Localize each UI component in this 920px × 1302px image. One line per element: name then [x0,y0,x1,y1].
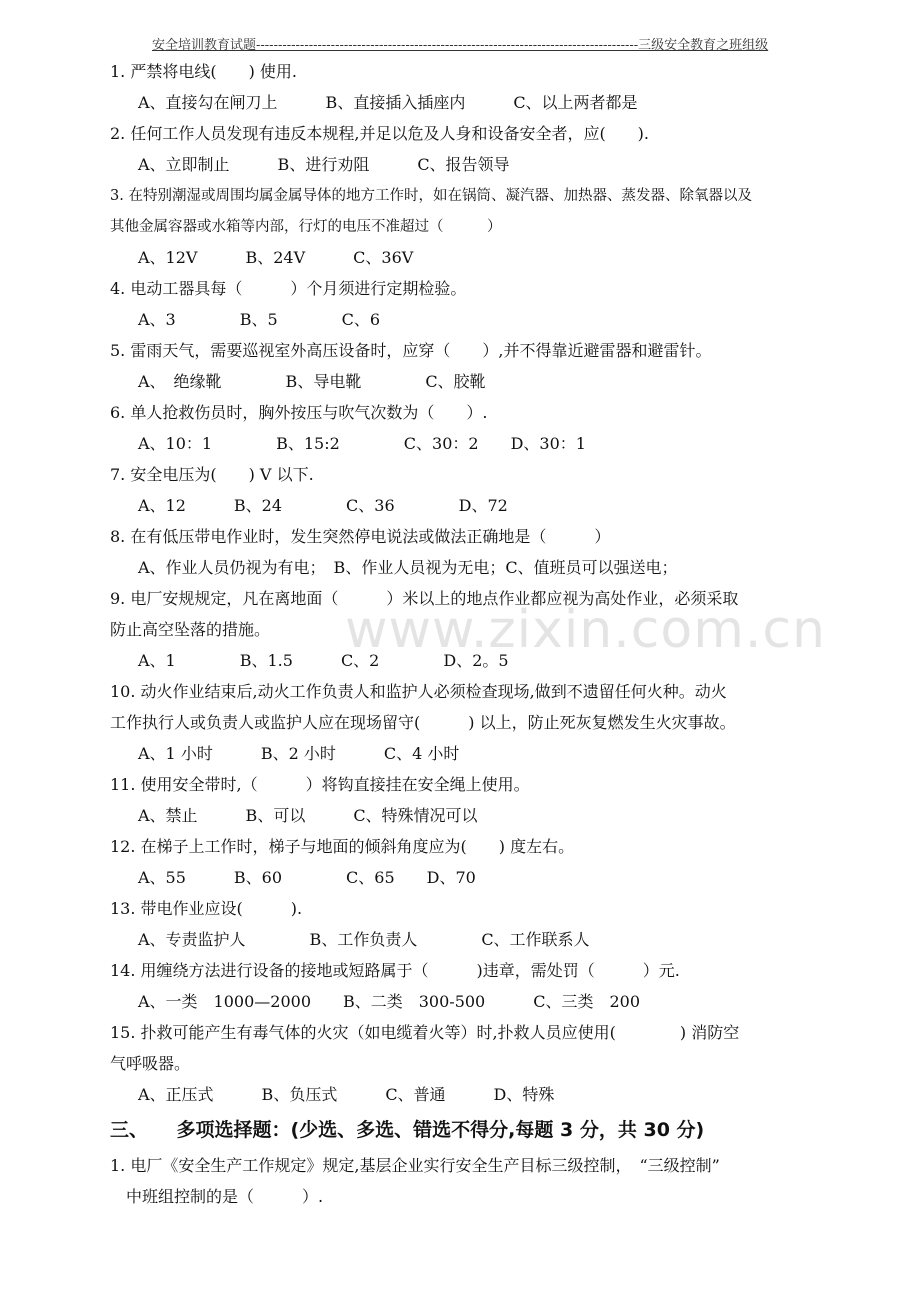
question-2-options: A、立即制止 B、进行劝阻 C、报告领导 [138,155,510,174]
question-1: 1. 严禁将电线( ) 使用. [110,62,298,81]
question-5-options: A、 绝缘靴 B、导电靴 C、胶靴 [138,372,486,391]
question-11-options: A、禁止 B、可以 C、特殊情况可以 [138,806,478,825]
question-5: 5. 雷雨天气，需要巡视室外高压设备时，应穿（ ）,并不得靠近避雷器和避雷针。 [110,341,712,360]
question-3-line-1: 3. 在特别潮湿或周围均属金属导体的地方工作时，如在锅筒、凝汽器、加热器、蒸发器、除氧器以及 [110,188,752,204]
question-9-line-1: 9. 电厂安规规定，凡在离地面（ ）米以上的地点作业都应视为高处作业，必须采取 [110,589,739,608]
question-10-line-1: 10. 动火作业结束后,动火工作负责人和监护人必须检查现场,做到不遗留任何火种。动火 [110,682,727,701]
question-10-line-2: 工作执行人或负责人或监护人应在现场留守( ) 以上，防止死灰复燃发生火灾事故。 [110,713,736,732]
question-11: 11. 使用安全带时,（ ）将钩直接挂在安全绳上使用。 [110,775,530,794]
watermark: www.zixin.com.cn [345,600,826,660]
question-15-line-2: 气呼吸器。 [110,1054,191,1073]
question-9-line-2: 防止高空坠落的措施。 [110,620,271,639]
question-6: 6. 单人抢救伤员时，胸外按压与吹气次数为（ ）. [110,403,488,422]
question-6-options: A、10：1 B、15:2 C、30：2 D、30：1 [138,434,586,453]
question-12: 12. 在梯子上工作时，梯子与地面的倾斜角度应为( ) 度左右。 [110,837,575,856]
question-7: 7. 安全电压为( ) V 以下. [110,465,314,484]
question-4-options: A、3 B、5 C、6 [138,310,381,329]
question-10-options: A、1 小时 B、2 小时 C、4 小时 [138,744,460,763]
question-12-options: A、55 B、60 C、65 D、70 [138,868,476,887]
question-13: 13. 带电作业应设( ). [110,899,303,918]
question-8-options: A、作业人员仍视为有电； B、作业人员视为无电；C、值班员可以强送电； [138,558,678,577]
question-15-options: A、正压式 B、负压式 C、普通 D、特殊 [138,1085,555,1104]
question-15-line-1: 15. 扑救可能产生有毒气体的火灾（如电缆着火等）时,扑救人员应使用( ) 消防空 [110,1023,740,1042]
section-3-question-1-line-2: 中班组控制的是（ ）. [110,1187,324,1206]
question-14-options: A、一类 1000—2000 B、二类 300-500 C、三类 200 [138,992,641,1011]
section-3-question-1-line-1: 1. 电厂《安全生产工作规定》规定,基层企业实行安全生产目标三级控制， “三级控制” [110,1156,720,1175]
question-7-options: A、12 B、24 C、36 D、72 [138,496,508,515]
question-1-options: A、直接勾在闸刀上 B、直接插入插座内 C、以上两者都是 [138,93,638,112]
question-9-options: A、1 B、1.5 C、2 D、2。5 [138,651,509,670]
section-3-title: 三、 多项选择题：(少选、多选、错选不得分,每题 3 分，共 30 分) [110,1119,705,1141]
question-13-options: A、专责监护人 B、工作负责人 C、工作联系人 [138,930,590,949]
page-header: 安全培训教育试题---------------------------------------------------------------------------------------三级安全教育之班组级 [152,38,769,53]
question-2: 2. 任何工作人员发现有违反本规程,并足以危及人身和设备安全者，应( ). [110,124,650,143]
question-4: 4. 电动工器具每（ ）个月须进行定期检验。 [110,279,467,298]
question-8: 8. 在有低压带电作业时，发生突然停电说法或做法正确地是（ ） [110,527,611,546]
question-14: 14. 用缠绕方法进行设备的接地或短路属于（ )违章，需处罚（ ）元. [110,961,680,980]
question-3-line-2: 其他金属容器或水箱等内部，行灯的电压不准超过（ ） [110,219,502,235]
question-3-options: A、12V B、24V C、36V [138,248,414,267]
